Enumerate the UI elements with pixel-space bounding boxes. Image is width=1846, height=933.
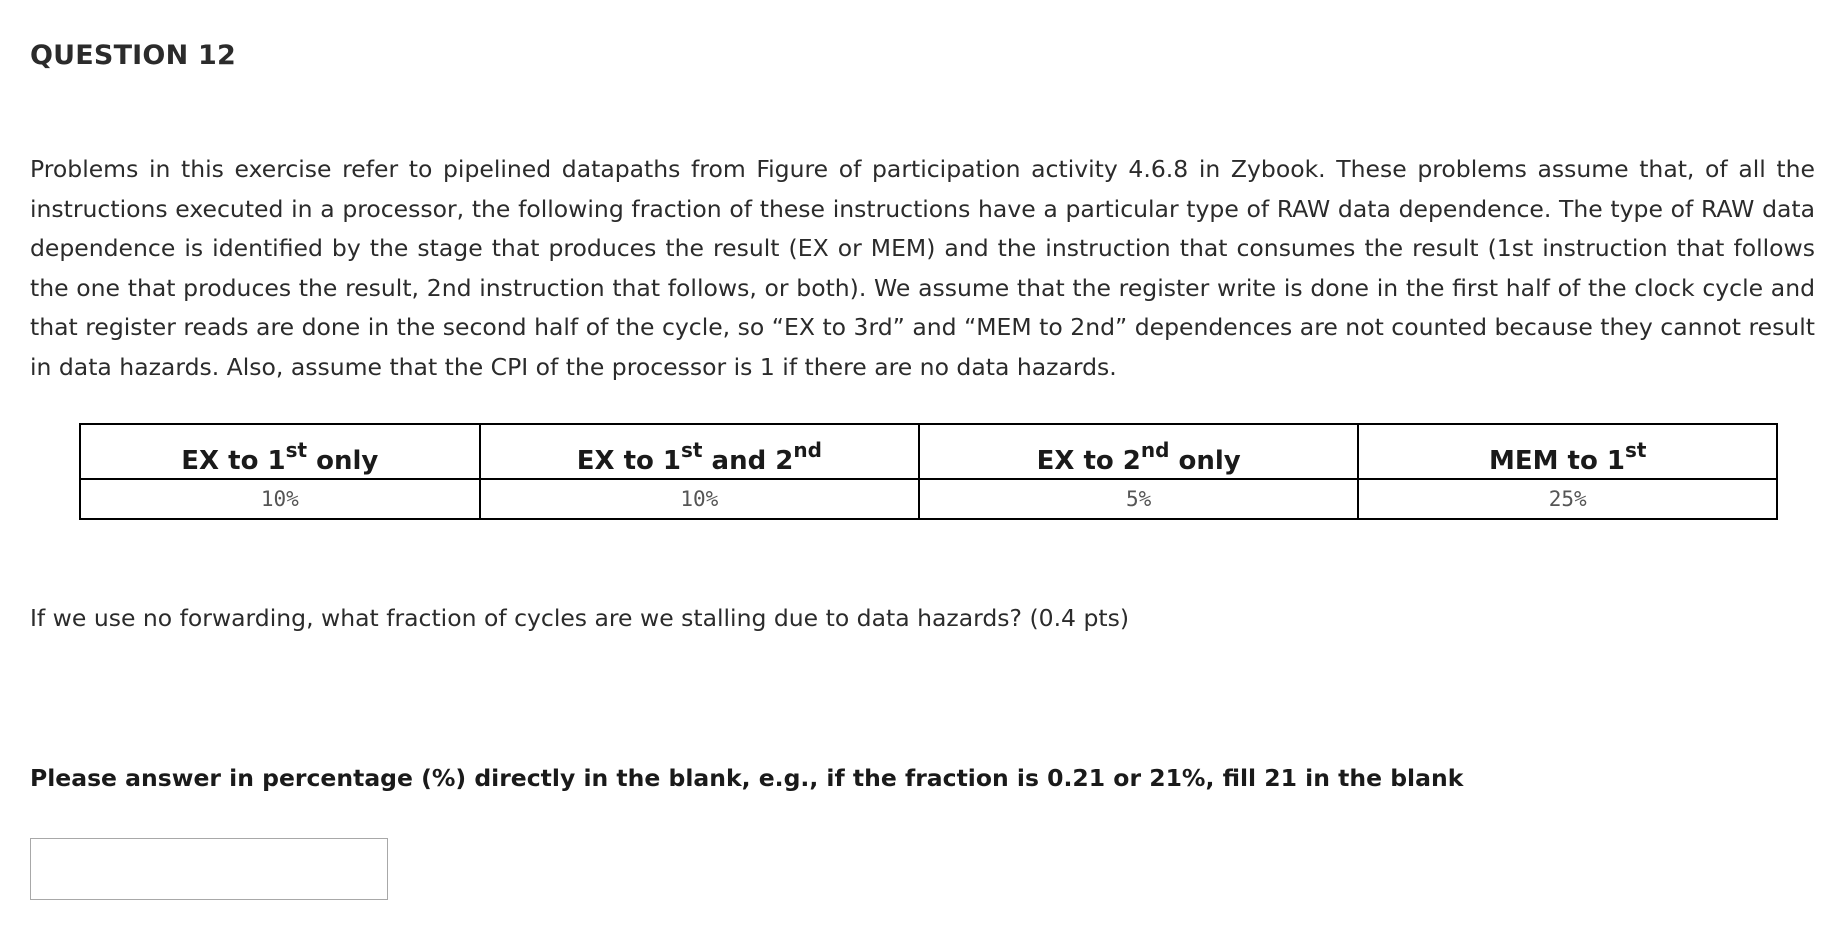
value-ex-1st-and-2nd: 10% [480, 479, 919, 519]
table-row [80, 479, 1777, 519]
value-ex-1st-only: 10% [80, 479, 480, 519]
table-header-row [80, 424, 1777, 479]
value-ex-2nd-only: 5% [919, 479, 1358, 519]
header-ex-2nd-only: EX to 2nd only [919, 424, 1358, 479]
problem-paragraph: Problems in this exercise refer to pipelined datapaths from Figure of participation activity 4.6.8 in Zybook. These problems assume that, of all the instructions executed in a processor, the following fraction of these instructions have a particular type of RAW data dependence. The type of RAW data dependence is identified by the stage that produces the result (EX or MEM) and the instruction that consumes the result (1st instruction that follows the one that produces the result, 2nd instruction that follows, or both). We assume that the register write is done in the first half of the clock cycle and that register reads are done in the second half of the cycle, so “EX to 3rd” and “MEM to 2nd” dependences are not counted because they cannot result in data hazards. Also, assume that the CPI of the processor is 1 if there are no data hazards. [30, 155, 1815, 381]
value-mem-1st: 25% [1358, 479, 1777, 519]
header-mem-1st: MEM to 1st [1358, 424, 1777, 479]
answer-instruction: Please answer in percentage (%) directly in the blank, e.g., if the fraction is 0.21 or 21%, fill 21 in the blank [30, 764, 1464, 792]
dependence-table [79, 423, 1778, 520]
sub-question-text: If we use no forwarding, what fraction of cycles are we stalling due to data hazards? (0.4 pts) [30, 604, 1130, 632]
problem-description [30, 150, 1815, 387]
answer-input[interactable] [30, 838, 388, 900]
question-title: QUESTION 12 [30, 40, 236, 71]
header-ex-1st-only: EX to 1st only [80, 424, 480, 479]
header-ex-1st-and-2nd: EX to 1st and 2nd [480, 424, 919, 479]
